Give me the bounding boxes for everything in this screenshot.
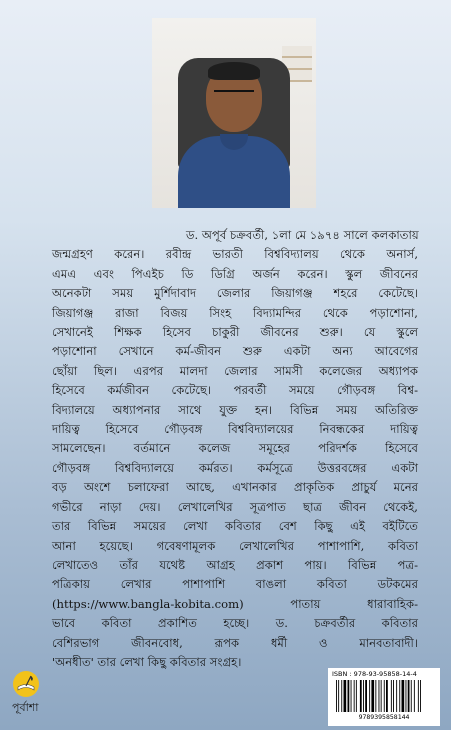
bio-line: লেখাতেও তাঁর যথেষ্ট আগ্রহ প্রকাশ পায়। বিভিন্ন পত্র- <box>52 557 418 572</box>
bio-line: অনেকটা সময় মুর্শিদাবাদ জেলার জিয়াগঞ্জ শহরে কেটেছে। <box>52 286 418 301</box>
bio-line: সেখানেই শিক্ষক হিসেব চাকুরী জীবনের শুরু। যে স্কুলে <box>52 325 418 340</box>
bio-line: এমএ এবং পিএইচ ডি ডিগ্রি অর্জন করেন। স্কুল জীবনের <box>52 266 418 281</box>
barcode-digits: 9789395858144 <box>358 713 410 720</box>
bio-line: দায়িত্ব হিসেবে গৌড়বঙ্গ বিশ্ববিদ্যালয়ের নিবন্ধকের দায়িত্ব <box>52 422 418 437</box>
author-photo <box>152 18 316 208</box>
bio-line: গৌড়বঙ্গ বিশ্ববিদ্যালয়ে কর্মরত। কর্মসূত্রে উত্তরবঙ্গের একটা <box>52 460 418 475</box>
author-hair <box>208 62 260 80</box>
bio-line: ড. অপূর্ব চক্রবর্তী, ১লা মে ১৯৭৪ সালে কলকাতায় <box>186 228 419 242</box>
bio-line: পড়াশোনা সেখানে কর্ম-জীবন শুরু একটা অন্য আবেগের <box>52 344 418 359</box>
bio-line: ছোঁয়া ছিল। এরপর মালদা জেলার সামসী কলেজের অধ্যাপক <box>52 363 418 378</box>
eyeglasses <box>214 90 254 100</box>
bio-line: ভাবে কবিতা প্রকাশিত হচ্ছে। ড. চক্রবর্তীর কবিতার <box>52 616 418 631</box>
bio-line: সামলেছেন। বর্তমানে কলেজ সমূহের পরিদর্শক হিসেবে <box>52 441 418 456</box>
bio-line: পত্রিকায় লেখার পাশাপাশি বাঙলা কবিতা ডটকমের <box>52 577 418 592</box>
bio-line: হিসেবে কর্মজীবন কেটেছে। পরবর্তী সময়ে গৌড়বঙ্গ বিশ্ব- <box>52 383 418 398</box>
isbn-text: ISBN : 978-93-95858-14-4 <box>332 670 417 678</box>
publisher-logo-icon <box>12 670 40 698</box>
bio-line: জন্মগ্রহণ করেন। রবীন্দ্র ভারতী বিশ্ববিদ্যালয় থেকে অনার্স, <box>52 247 418 262</box>
bio-line: বিদ্যালয়ে অধ্যাপনার সাথে যুক্ত হন। বিভিন্ন সময় অতিরিক্ত <box>52 402 418 417</box>
bio-line: গভীরে নাড়া দেয়। লেখালেখির সূত্রপাত ছাত্র জীবন থেকেই, <box>52 499 418 514</box>
bio-line: বড় অংশে চলাফেরা আছে, এখানকার প্রাকৃতিক প্রাচুর্য মনের <box>52 480 418 495</box>
publisher-name: পূর্বাশা <box>12 701 39 714</box>
author-bio <box>52 226 418 672</box>
bio-line: বেশিরভাগ জীবনবোধ, রূপক ধর্মী ও মানবতাবাদী। <box>52 635 418 650</box>
barcode-icon <box>334 680 434 720</box>
bio-line: 'অনধীত' তার লেখা কিছু কবিতার সংগ্রহ। <box>52 654 242 669</box>
bio-line: তার বিভিন্ন সময়ের লেখা কবিতার বেশ কিছু এই বইটিতে <box>52 519 418 534</box>
bio-line: (https://www.bangla-kobita.com) পাতায় ধারাবাহিক- <box>52 596 418 611</box>
bio-line: আনা হয়েছে। গবেষণামূলক লেখালেখির পাশাপাশি, কবিতা <box>52 538 418 553</box>
isbn-barcode-block <box>328 668 440 726</box>
bio-line: জিয়াগঞ্জ রাজা বিজয় সিংহ বিদ্যামন্দির থেকে পড়াশোনা, <box>52 305 418 320</box>
